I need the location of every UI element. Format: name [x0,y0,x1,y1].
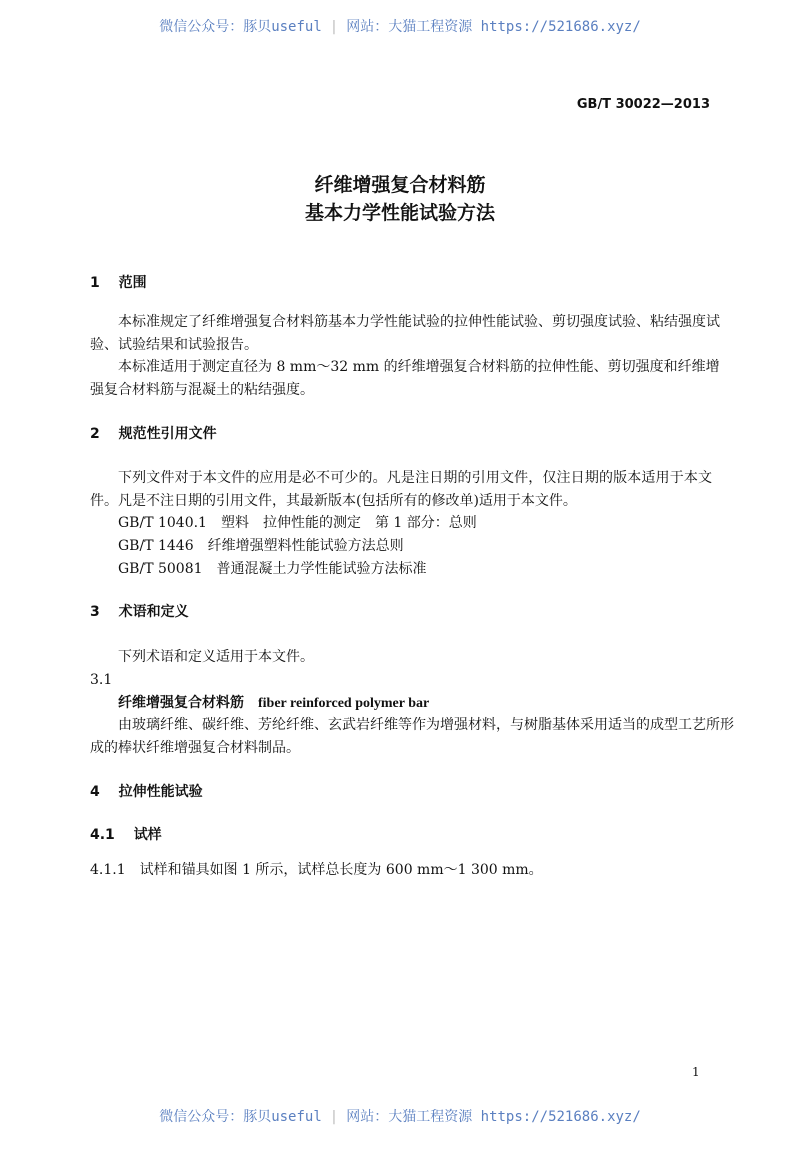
title-line-1: 纤维增强复合材料筋 [314,174,486,196]
reference-item: GB/T 50081 普通混凝土力学性能试验方法标准 [118,561,427,577]
watermark-site: 网站：大猫工程资源 https://521686.xyz/ [346,1109,641,1125]
term-number: 3.1 [90,672,113,688]
s1-line-3: 本标准适用于测定直径为 8 mm～32 mm 的纤维增强复合材料筋的拉伸性能、剪切强度和纤维增 [118,359,720,375]
section-1-heading: 1 范围 [90,275,147,291]
s3-intro: 下列术语和定义适用于本文件。 [118,649,314,665]
page-number: 1 [692,1065,700,1079]
section-2-heading: 2 规范性引用文件 [90,426,217,442]
section-3-heading: 3 术语和定义 [90,604,189,620]
s2-line-2: 件。凡是不注日期的引用文件，其最新版本(包括所有的修改单)适用于本文件。 [90,493,577,509]
term-def-line-1: 由玻璃纤维、碳纤维、芳纶纤维、玄武岩纤维等作为增强材料，与树脂基体采用适当的成型工艺所形 [118,717,734,733]
watermark-wechat: 微信公众号：豚贝useful [159,1109,322,1125]
reference-item: GB/T 1446 纤维增强塑料性能试验方法总则 [118,538,404,554]
term-def-line-2: 成的棒状纤维增强复合材料制品。 [90,740,300,756]
term-entry: 纤维增强复合材料筋 fiber reinforced polymer bar [118,695,430,711]
watermark-wechat: 微信公众号：豚贝useful [159,19,322,35]
reference-item: GB/T 1040.1 塑料 拉伸性能的测定 第 1 部分：总则 [118,515,477,531]
s1-line-1: 本标准规定了纤维增强复合材料筋基本力学性能试验的拉伸性能试验、剪切强度试验、粘结强度试 [118,314,720,330]
s2-line-1: 下列文件对于本文件的应用是必不可少的。凡是注日期的引用文件，仅注日期的版本适用于本文 [118,470,712,486]
standard-number: GB/T 30022—2013 [576,97,710,112]
section-4-heading: 4 拉伸性能试验 [90,784,203,800]
title-line-2: 基本力学性能试验方法 [304,202,495,224]
section-4-1-heading: 4.1 试样 [90,827,162,843]
watermark-separator: | [329,1109,339,1125]
watermark-header [0,18,800,36]
watermark-separator: | [329,19,339,35]
s1-line-2: 验、试验结果和试验报告。 [90,337,258,353]
clause-4-1-1: 4.1.1 试样和锚具如图 1 所示，试样总长度为 600 mm～1 300 mm。 [90,862,543,878]
watermark-site: 网站：大猫工程资源 https://521686.xyz/ [346,19,641,35]
s1-line-4: 强复合材料筋与混凝土的粘结强度。 [90,382,314,398]
watermark-footer [0,1108,800,1126]
